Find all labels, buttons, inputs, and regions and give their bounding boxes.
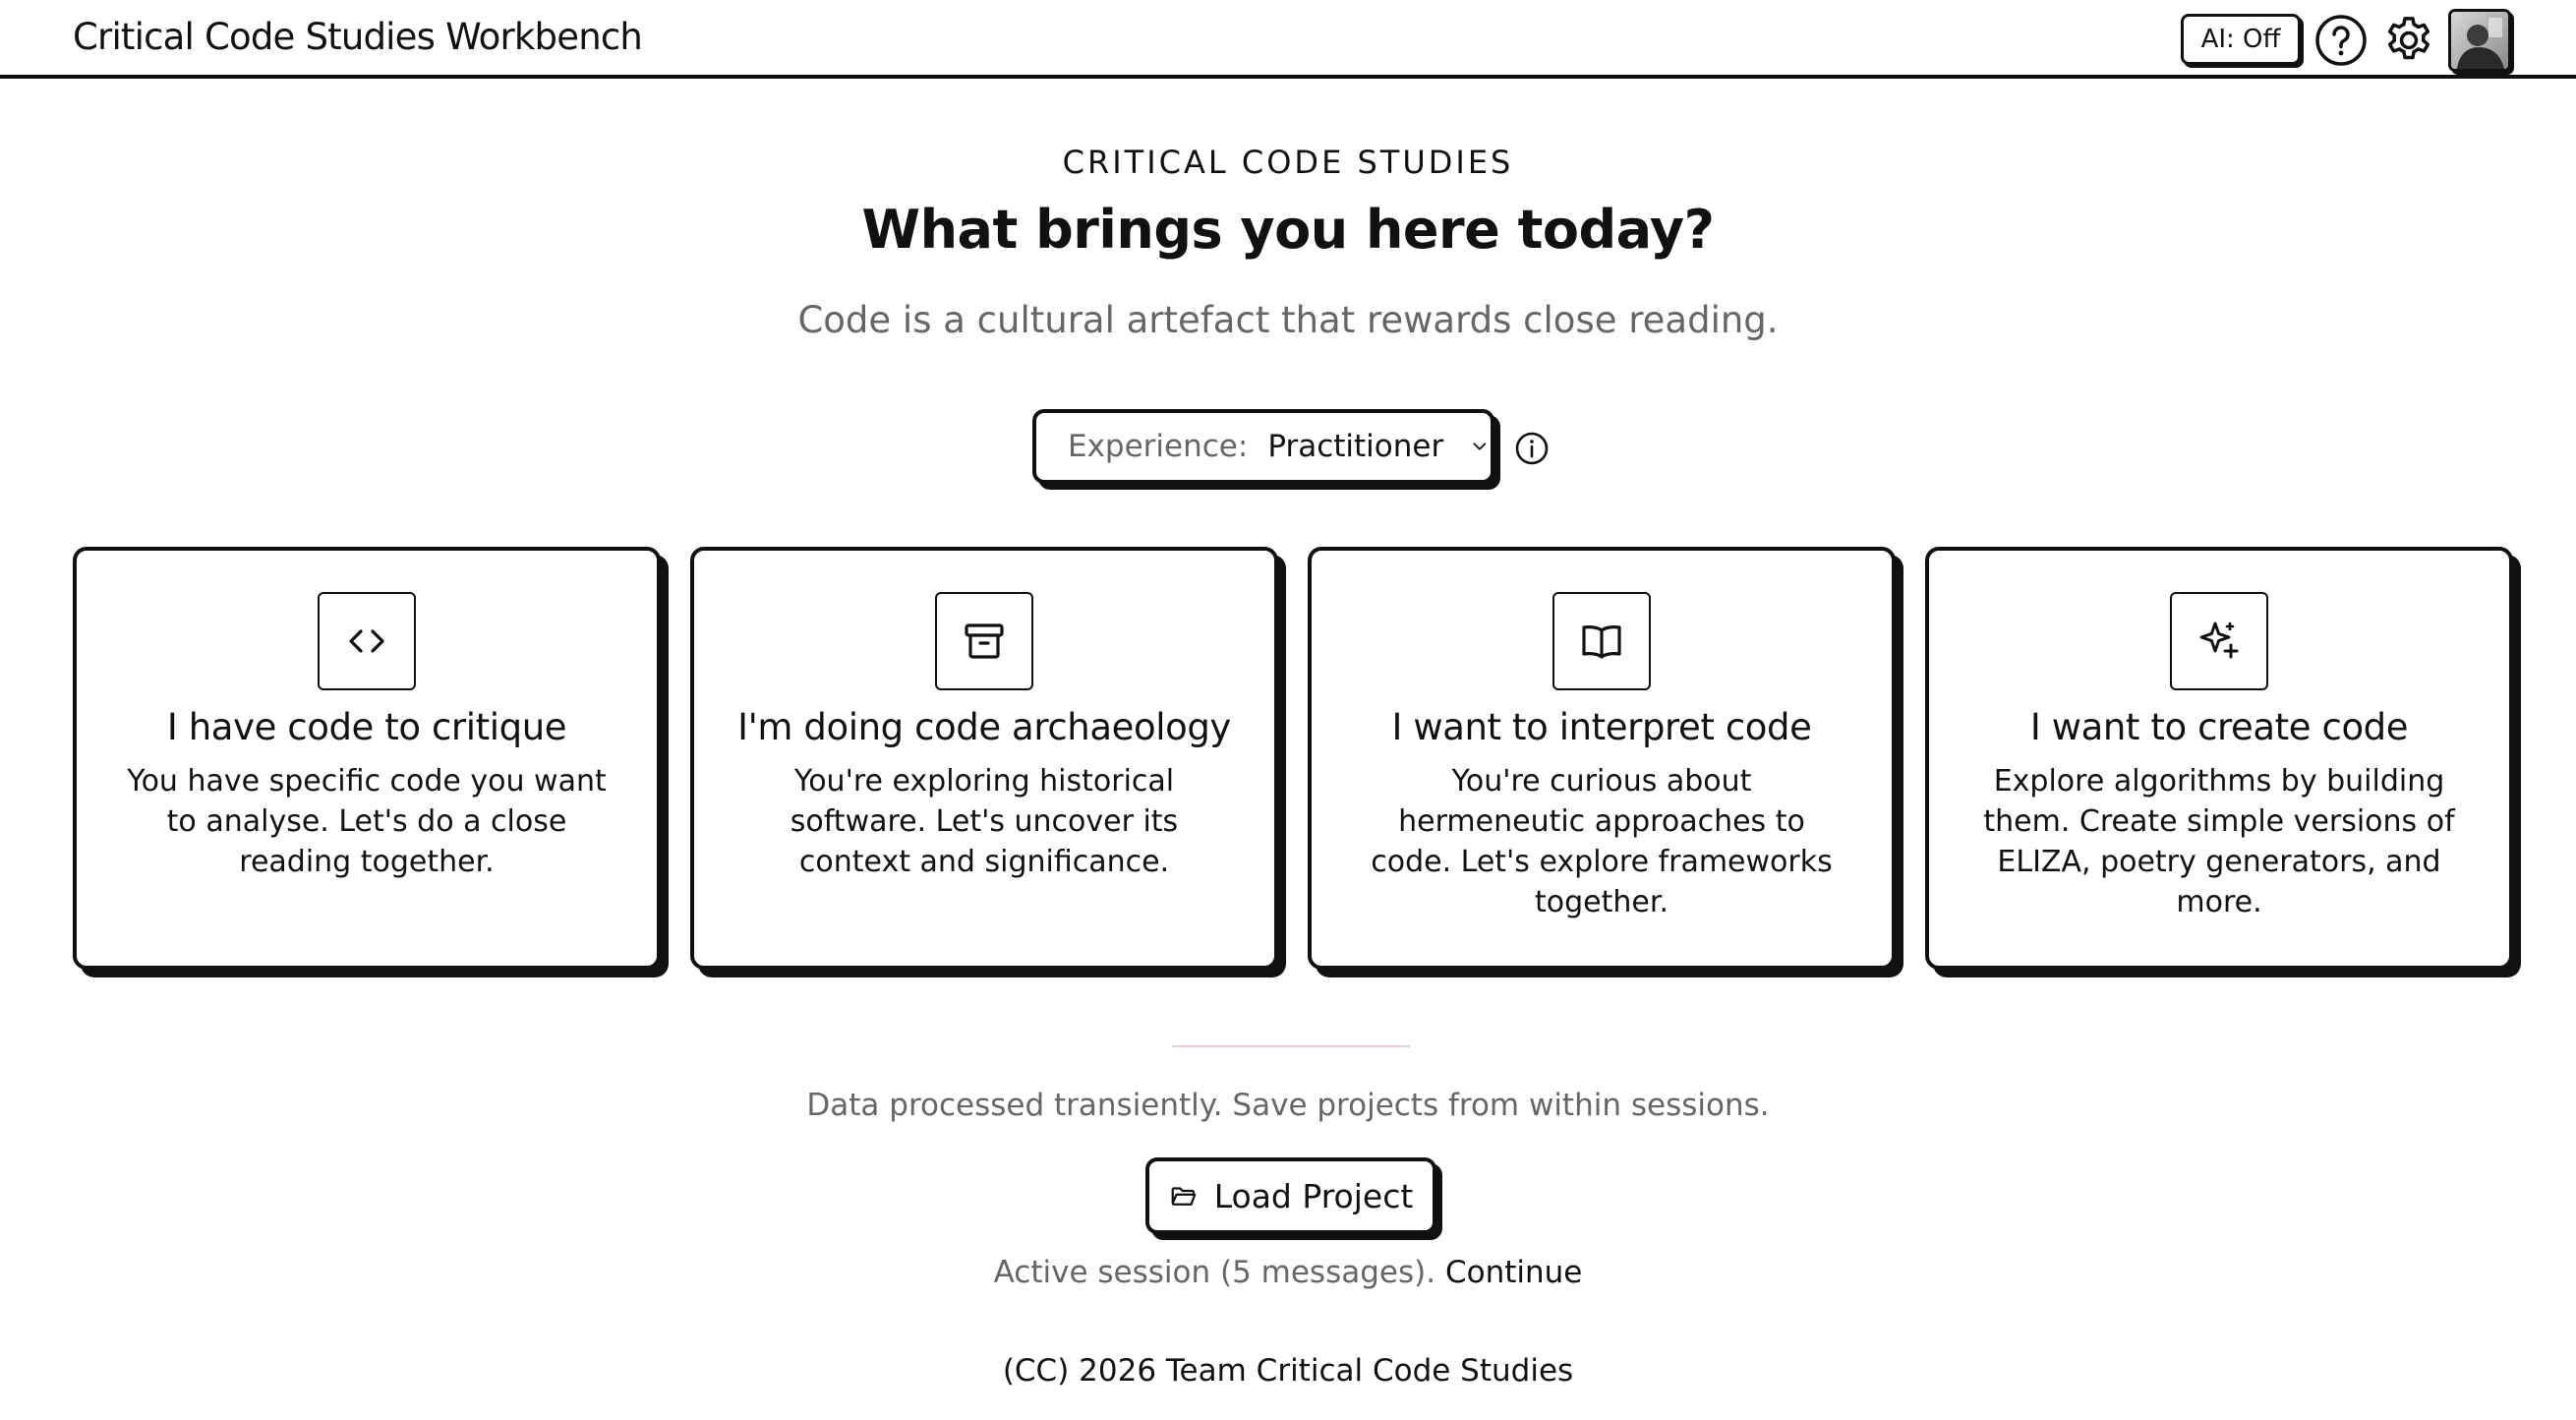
card-icon-box — [2170, 592, 2268, 690]
top-bar — [0, 0, 2576, 79]
load-project-button[interactable] — [1145, 1157, 1436, 1234]
sparkles-icon — [2195, 618, 2243, 665]
card-icon-box — [935, 592, 1033, 690]
card-title: I want to create code — [2029, 706, 2409, 748]
folder-open-icon — [1169, 1181, 1199, 1211]
eyebrow-label: CRITICAL CODE STUDIES — [1062, 144, 1514, 181]
help-button[interactable] — [2313, 12, 2370, 69]
settings-button[interactable] — [2380, 12, 2437, 69]
chevron-down-icon — [1469, 435, 1491, 458]
info-icon[interactable] — [1514, 431, 1550, 466]
load-project-label: Load Project — [1213, 1176, 1414, 1215]
card-title: I'm doing code archaeology — [737, 706, 1231, 748]
transient-note: Data processed transiently. Save projects from within sessions. — [806, 1088, 1770, 1123]
active-session-text: Active session (5 messages). — [993, 1255, 1436, 1290]
user-avatar[interactable] — [2448, 9, 2511, 72]
question-circle-icon — [2313, 13, 2369, 68]
code-brackets-icon — [343, 618, 390, 665]
copyright: (CC) 2026 Team Critical Code Studies — [1002, 1353, 1574, 1389]
gear-icon — [2381, 13, 2436, 68]
avatar-image — [2451, 12, 2508, 69]
card-icon-box — [318, 592, 416, 690]
card-interpret[interactable] — [1308, 547, 1896, 970]
active-session-line — [0, 1255, 2576, 1290]
card-description: You're curious about hermeneutic approaches to code. Let's explore frameworks together. — [1371, 764, 1833, 919]
experience-select[interactable] — [1032, 409, 1494, 484]
experience-value: Practitioner — [1267, 429, 1444, 464]
card-title: I have code to critique — [166, 706, 567, 748]
card-critique[interactable] — [73, 547, 661, 970]
archive-box-icon — [961, 618, 1008, 665]
card-archaeology[interactable] — [690, 547, 1278, 970]
card-description: You have specific code you want to analyse. Let's do a close reading together. — [127, 764, 607, 879]
tagline: Code is a cultural artefact that rewards close reading. — [797, 299, 1779, 341]
app-title: Critical Code Studies Workbench — [73, 16, 643, 58]
continue-link[interactable]: Continue — [1444, 1255, 1583, 1290]
card-description: You're exploring historical software. Let's uncover its context and significance. — [790, 764, 1179, 879]
page-title: What brings you here today? — [861, 199, 1715, 261]
ai-toggle-button[interactable]: AI: Off — [2181, 14, 2301, 65]
experience-label: Experience: — [1068, 429, 1249, 464]
card-icon-box — [1552, 592, 1651, 690]
card-create[interactable] — [1925, 547, 2513, 970]
open-book-icon — [1578, 618, 1625, 665]
card-title: I want to interpret code — [1391, 706, 1812, 748]
divider — [1172, 1045, 1410, 1047]
card-description: Explore algorithms by building them. Create simple versions of ELIZA, poetry generators, and more. — [1983, 764, 2455, 919]
